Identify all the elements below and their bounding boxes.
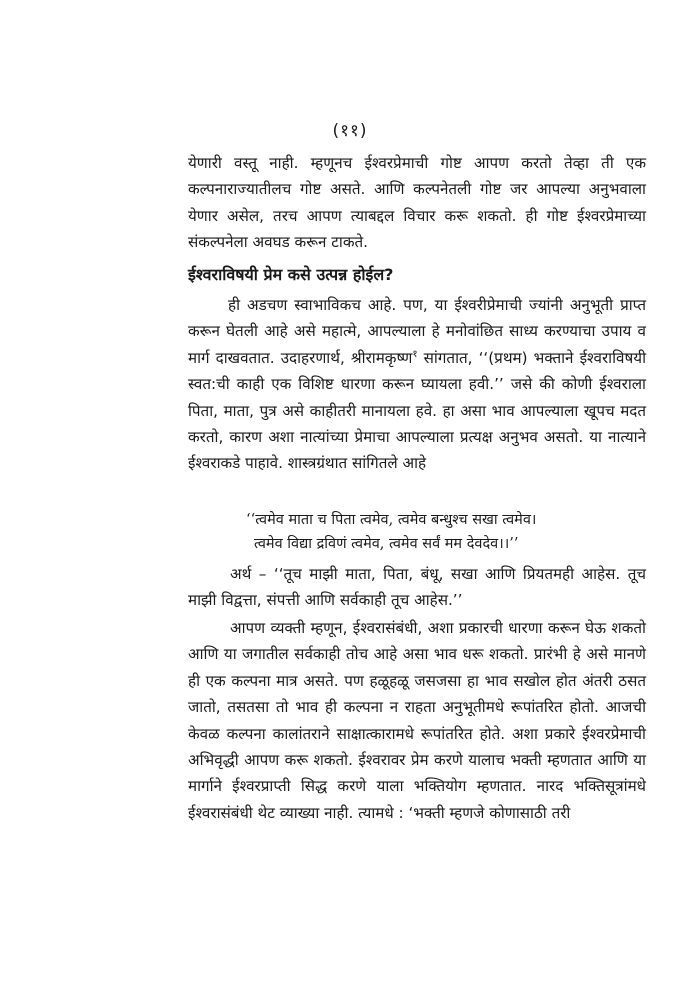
- page-number: (११): [332, 121, 368, 141]
- paragraph-text-start: ही अडचण स्वाभाविकच आहे. पण, या ईश्वरीप्रेमाची ज्यांनी अनुभूती प्राप्त करून घेतली आहे असे महात्मे, आपल्याला हे मनोवांछित साध्य करण्याचा उपाय व मार्ग दाखवतात. उदाहरणार्थ, श्रीरामकृष्ण: [188, 296, 646, 367]
- verse-meaning-paragraph: अर्थ – ‘‘तूच माझी माता, पिता, बंधू, सखा आणि प्रियतमही आहेस. तूच माझी विद्वत्ता, संपत्ती आणि सर्वकाही तूच आहेस.’’: [188, 565, 646, 610]
- sanskrit-verse-line-1: ‘‘त्वमेव माता च पिता त्वमेव, त्वमेव बन्धुश्च सखा त्वमेव।: [246, 512, 537, 528]
- paragraph-continued: येणारी वस्तू नाही. म्हणूनच ईश्वरप्रेमाची गोष्ट आपण करतो तेव्हा ती एक कल्पनाराज्यातीलच गोष्ट असते. आणि कल्पनेतली गोष्ट जर आपल्या अनुभवाला येणार असेल, तरच आपण त्याबद्दल विचार करू शकतो. ही गोष्ट ईश्वरप्रेमाच्या संकल्पनेला अवघड करून टाकते.: [188, 154, 646, 252]
- section-heading: ईश्वराविषयी प्रेम कसे उत्पन्न होईल?: [188, 265, 394, 284]
- paragraph-text-end: सांगतात, ‘‘(प्रथम) भक्ताने ईश्वराविषयी स्वत:ची काही एक विशिष्ट धारणा करून घ्यायला हवी.’’ जसे की कोणी ईश्वराला पिता, माता, पुत्र असे काहीतरी मानायला हवे. हा असा भाव आपल्याला खूपच मदत करतो, कारण अशा नात्यांच्या प्रेमाचा आपल्याला प्रत्यक्ष अनुभव असतो. या नात्याने ईश्वराकडे पाहावे. शास्त्रग्रंथात सांगितले आहे: [188, 348, 646, 473]
- paragraph-bhakti: आपण व्यक्ती म्हणून, ईश्वरासंबंधी, अशा प्रकारची धारणा करून घेऊ शकतो आणि या जगातील सर्वकाही तोच आहे असा भाव धरू शकतो. प्रारंभी हे असे मानणे ही एक कल्पना मात्र असते. पण हळूहळू जसजसा हा भाव सखोल होत अंतरी ठसत जातो, तसतसा तो भाव ही कल्पना न राहता अनुभूतीमधे रूपांतरित होतो. आजची केवळ कल्पना कालांतराने साक्षात्कारामधे रूपांतरित होते. अशा प्रकारे ईश्वरप्रेमाची अभिवृद्धी आपण करू शकतो. ईश्वरावर प्रेम करणे यालाच भक्ती म्हणतात आणि या मार्गाने ईश्वरप्राप्ती सिद्ध करणे याला भक्तियोग म्हणतात. नारद भक्तिसूत्रांमधे ईश्वरासंबंधी थेट व्याख्या नाही. त्यामधे : ‘भक्ती म्हणजे कोणासाठी तरी: [188, 619, 646, 822]
- footnote-marker: १: [412, 348, 418, 360]
- sanskrit-verse-line-2: त्वमेव विद्या द्रविणं त्वमेव, त्वमेव सर्वं मम देवदेव।।’’: [254, 536, 519, 552]
- paragraph-ramakrishna: [188, 292, 646, 477]
